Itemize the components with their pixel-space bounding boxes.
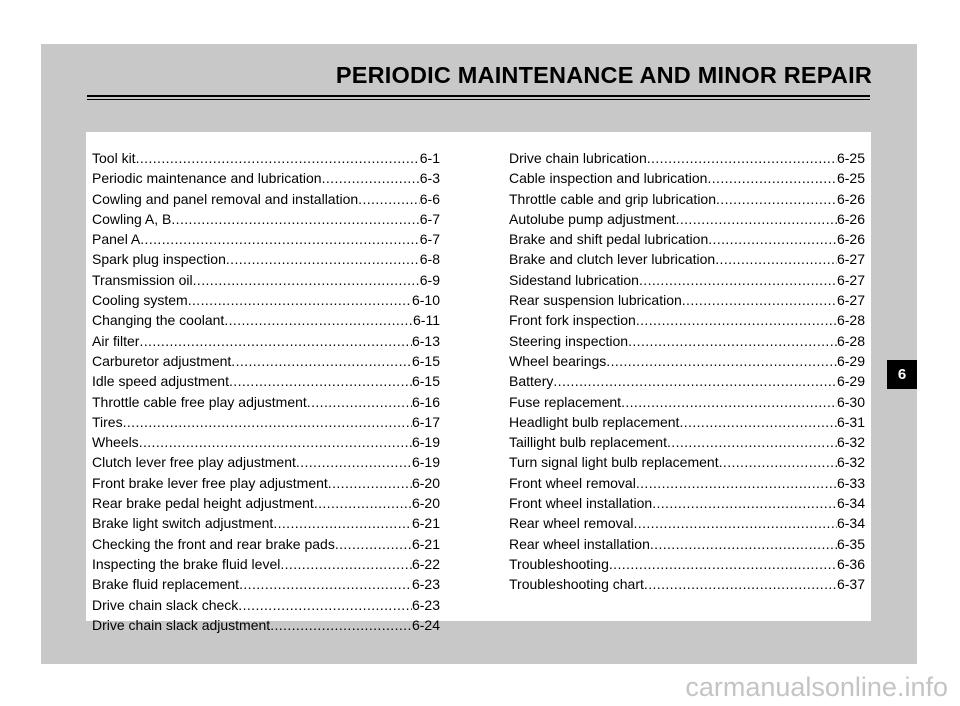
toc-entry[interactable] xyxy=(509,414,865,434)
toc-entry[interactable] xyxy=(92,617,440,637)
dot-leader xyxy=(335,536,412,552)
toc-entry-page: 6-27 xyxy=(836,251,865,268)
watermark: carmanualsonline.info xyxy=(685,672,948,702)
toc-entry-label: Rear brake pedal height adjustment xyxy=(92,495,314,512)
toc-entry[interactable] xyxy=(92,394,440,414)
toc-entry-page: 6-21 xyxy=(411,535,440,552)
section-tab[interactable]: 6 xyxy=(887,360,917,389)
toc-entry-label: Cable inspection and lubrication xyxy=(509,170,708,187)
toc-entry-label: Air filter xyxy=(92,332,140,349)
toc-entry[interactable] xyxy=(92,292,440,312)
toc-entry[interactable] xyxy=(92,231,440,251)
toc-entry-page: 6-8 xyxy=(419,251,440,268)
toc-entry[interactable] xyxy=(92,333,440,353)
dot-leader xyxy=(707,170,837,186)
dot-leader xyxy=(139,434,412,450)
dot-leader xyxy=(139,333,412,349)
toc-entry[interactable] xyxy=(509,394,865,414)
toc-entry[interactable] xyxy=(92,272,440,292)
toc-entry-label: Rear suspension lubrication xyxy=(509,292,682,309)
toc-entry-page: 6-10 xyxy=(411,292,440,309)
dot-leader xyxy=(140,231,420,247)
toc-entry[interactable] xyxy=(509,231,865,251)
dot-leader xyxy=(136,150,420,166)
dot-leader xyxy=(273,515,412,531)
toc-entry-label: Turn signal light bulb replacement xyxy=(509,454,719,471)
toc-entry[interactable] xyxy=(509,475,865,495)
dot-leader xyxy=(322,170,420,186)
toc-entry-page: 6-23 xyxy=(411,576,440,593)
toc-entry-label: Throttle cable and grip lubrication xyxy=(509,190,717,207)
toc-entry-page: 6-31 xyxy=(836,413,865,430)
toc-entry-label: Fuse replacement xyxy=(509,393,622,410)
toc-entry[interactable] xyxy=(92,576,440,596)
toc-entry-label: Front wheel removal xyxy=(509,474,636,491)
toc-entry[interactable] xyxy=(92,373,440,393)
toc-entry-page: 6-27 xyxy=(836,292,865,309)
dot-leader xyxy=(270,617,412,633)
dot-leader xyxy=(652,495,837,511)
dot-leader xyxy=(715,251,837,267)
toc-entry[interactable] xyxy=(509,292,865,312)
toc-entry-page: 6-29 xyxy=(836,352,865,369)
toc-entry-page: 6-33 xyxy=(836,474,865,491)
toc-entry-label: Tires xyxy=(92,413,123,430)
toc-entry[interactable] xyxy=(509,515,865,535)
dot-leader xyxy=(553,373,837,389)
toc-entry-page: 6-15 xyxy=(411,352,440,369)
toc-entry-page: 6-23 xyxy=(411,596,440,613)
toc-entry[interactable] xyxy=(509,353,865,373)
toc-entry[interactable] xyxy=(92,515,440,535)
toc-entry-label: Drive chain slack check xyxy=(92,596,239,613)
toc-entry-label: Cowling and panel removal and installation xyxy=(92,190,359,207)
dot-leader xyxy=(679,414,837,430)
toc-entry-page: 6-20 xyxy=(411,495,440,512)
toc-entry-page: 6-3 xyxy=(419,170,440,187)
toc-entry-label: Brake and shift pedal lubrication xyxy=(509,231,709,248)
toc-right-column xyxy=(509,150,865,597)
dot-leader xyxy=(676,211,837,227)
toc-entry-label: Rear wheel removal xyxy=(509,515,634,532)
toc-entry-label: Cooling system xyxy=(92,292,188,309)
toc-entry-label: Periodic maintenance and lubrication xyxy=(92,170,322,187)
toc-entry-page: 6-15 xyxy=(411,373,440,390)
toc-entry[interactable] xyxy=(509,556,865,576)
dot-leader xyxy=(239,576,412,592)
dot-leader xyxy=(188,292,412,308)
dot-leader xyxy=(639,272,837,288)
toc-entry-label: Troubleshooting xyxy=(509,555,609,572)
dot-leader xyxy=(719,454,837,470)
toc-entry-label: Headlight bulb replacement xyxy=(509,413,680,430)
dot-leader xyxy=(229,373,412,389)
toc-entry-page: 6-34 xyxy=(836,515,865,532)
toc-entry-page: 6-28 xyxy=(836,332,865,349)
toc-entry[interactable] xyxy=(92,312,440,332)
toc-entry[interactable] xyxy=(509,454,865,474)
toc-entry[interactable] xyxy=(509,272,865,292)
toc-entry-page: 6-32 xyxy=(836,454,865,471)
toc-entry-label: Panel A xyxy=(92,231,141,248)
toc-entry-label: Front wheel installation xyxy=(509,495,653,512)
toc-entry[interactable] xyxy=(92,414,440,434)
toc-entry[interactable] xyxy=(509,170,865,190)
toc-entry-label: Cowling A, B xyxy=(92,210,172,227)
toc-entry-label: Brake fluid replacement xyxy=(92,576,240,593)
toc-entry-label: Front fork inspection xyxy=(509,312,636,329)
toc-entry-page: 6-19 xyxy=(411,434,440,451)
toc-entry-label: Taillight bulb replacement xyxy=(509,434,667,451)
toc-entry[interactable] xyxy=(92,536,440,556)
toc-entry[interactable] xyxy=(92,211,440,231)
toc-entry-page: 6-19 xyxy=(411,454,440,471)
toc-entry-label: Tool kit xyxy=(92,150,136,166)
toc-entry-page: 6-11 xyxy=(413,312,440,329)
toc-entry[interactable] xyxy=(509,373,865,393)
toc-entry-label: Troubleshooting chart xyxy=(509,576,644,593)
toc-entry[interactable] xyxy=(509,434,865,454)
toc-entry-page: 6-6 xyxy=(419,190,440,207)
dot-leader xyxy=(634,515,837,531)
toc-left-column xyxy=(92,150,440,637)
toc-entry-page: 6-1 xyxy=(419,150,440,166)
toc-entry-label: Wheels xyxy=(92,434,139,451)
dot-leader xyxy=(280,556,412,572)
toc-entry[interactable] xyxy=(509,191,865,211)
dot-leader xyxy=(171,211,419,227)
toc-entry[interactable] xyxy=(92,251,440,271)
toc-entry-page: 6-32 xyxy=(836,434,865,451)
title-rule-thin xyxy=(87,99,870,100)
toc-entry-page: 6-26 xyxy=(836,231,865,248)
dot-leader xyxy=(667,434,837,450)
toc-entry-label: Brake and clutch lever lubrication xyxy=(509,251,716,268)
toc-entry[interactable] xyxy=(509,536,865,556)
toc-entry-page: 6-22 xyxy=(411,555,440,572)
toc-entry[interactable] xyxy=(92,170,440,190)
title-rule-thick xyxy=(87,95,870,97)
dot-leader xyxy=(231,353,412,369)
toc-entry-label: Throttle cable free play adjustment xyxy=(92,393,307,410)
toc-entry[interactable] xyxy=(92,597,440,617)
toc-entry-label: Brake light switch adjustment xyxy=(92,515,274,532)
toc-entry[interactable] xyxy=(92,434,440,454)
dot-leader xyxy=(636,312,837,328)
toc-entry[interactable] xyxy=(509,251,865,271)
toc-entry[interactable] xyxy=(509,211,865,231)
toc-entry-label: Wheel bearings xyxy=(509,352,607,369)
dot-leader xyxy=(226,251,420,267)
toc-entry-label: Checking the front and rear brake pads xyxy=(92,535,335,552)
dot-leader xyxy=(238,597,412,613)
dot-leader xyxy=(609,556,837,572)
toc-entry[interactable] xyxy=(92,454,440,474)
toc-entry[interactable] xyxy=(92,475,440,495)
dot-leader xyxy=(708,231,837,247)
toc-entry-page: 6-36 xyxy=(836,555,865,572)
toc-entry[interactable] xyxy=(92,191,440,211)
toc-entry[interactable] xyxy=(509,495,865,515)
toc-entry-label: Autolube pump adjustment xyxy=(509,210,676,227)
toc-entry-label: Idle speed adjustment xyxy=(92,373,229,390)
toc-entry-label: Drive chain lubrication xyxy=(509,150,647,166)
toc-entry-page: 6-20 xyxy=(411,474,440,491)
toc-entry-label: Battery xyxy=(509,373,554,390)
toc-entry-page: 6-24 xyxy=(411,616,440,633)
toc-entry[interactable] xyxy=(92,150,440,170)
toc-entry-page: 6-27 xyxy=(836,271,865,288)
toc-entry-page: 6-9 xyxy=(419,271,440,288)
dot-leader xyxy=(358,191,420,207)
toc-entry-page: 6-26 xyxy=(836,190,865,207)
toc-entry-label: Spark plug inspection xyxy=(92,251,226,268)
toc-entry[interactable] xyxy=(92,353,440,373)
dot-leader xyxy=(606,353,837,369)
dot-leader xyxy=(307,394,412,410)
toc-entry-page: 6-26 xyxy=(836,210,865,227)
page-title: PERIODIC MAINTENANCE AND MINOR REPAIR xyxy=(335,62,872,88)
dot-leader xyxy=(224,312,413,328)
toc-entry[interactable] xyxy=(509,312,865,332)
toc-entry-label: Clutch lever free play adjustment xyxy=(92,454,296,471)
toc-entry-page: 6-25 xyxy=(836,150,865,166)
toc-entry-label: Inspecting the brake fluid level xyxy=(92,555,281,572)
dot-leader xyxy=(682,292,837,308)
toc-entry-page: 6-35 xyxy=(836,535,865,552)
toc-entry-label: Rear wheel installation xyxy=(509,535,650,552)
toc-entry[interactable] xyxy=(509,150,865,170)
dot-leader xyxy=(650,536,837,552)
toc-entry-label: Carburetor adjustment xyxy=(92,352,232,369)
toc-entry-label: Changing the coolant xyxy=(92,312,225,329)
dot-leader xyxy=(628,333,837,349)
dot-leader xyxy=(328,475,412,491)
dot-leader xyxy=(621,394,837,410)
toc-entry[interactable] xyxy=(509,576,865,596)
toc-entry-label: Front brake lever free play adjustment xyxy=(92,474,328,491)
toc-entry-page: 6-16 xyxy=(411,393,440,410)
toc-entry-page: 6-30 xyxy=(836,393,865,410)
toc-entry-page: 6-17 xyxy=(411,413,440,430)
toc-entry-page: 6-28 xyxy=(836,312,865,329)
toc-entry-label: Sidestand lubrication xyxy=(509,271,639,288)
toc-entry-page: 6-7 xyxy=(419,210,440,227)
toc-entry[interactable] xyxy=(92,556,440,576)
toc-entry[interactable] xyxy=(92,495,440,515)
dot-leader xyxy=(716,191,837,207)
dot-leader xyxy=(314,495,412,511)
dot-leader xyxy=(644,576,837,592)
toc-entry-page: 6-37 xyxy=(836,576,865,593)
toc-entry-page: 6-21 xyxy=(411,515,440,532)
toc-entry-page: 6-25 xyxy=(836,170,865,187)
toc-entry-page: 6-29 xyxy=(836,373,865,390)
dot-leader xyxy=(296,454,412,470)
toc-entry-page: 6-34 xyxy=(836,495,865,512)
dot-leader xyxy=(647,150,837,166)
dot-leader xyxy=(193,272,420,288)
toc-entry-page: 6-7 xyxy=(419,231,440,248)
dot-leader xyxy=(636,475,837,491)
toc-entry-label: Drive chain slack adjustment xyxy=(92,616,271,633)
toc-entry-page: 6-13 xyxy=(411,332,440,349)
dot-leader xyxy=(123,414,412,430)
toc-entry-label: Steering inspection xyxy=(509,332,629,349)
toc-entry-label: Transmission oil xyxy=(92,271,193,288)
toc-entry[interactable] xyxy=(509,333,865,353)
